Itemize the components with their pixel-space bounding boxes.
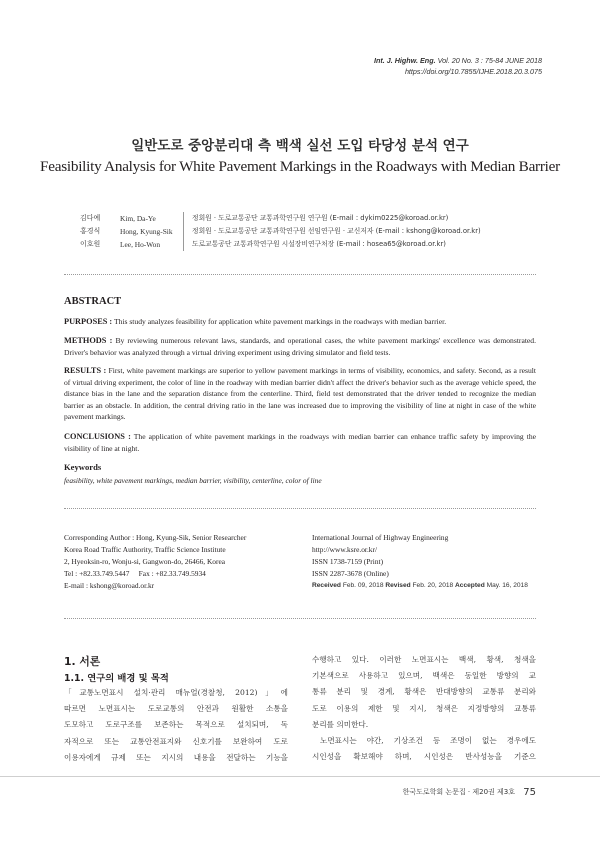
body-line: 기본색으로 사용하고 있으며, 백색은 동일한 방향의 교 xyxy=(312,671,536,681)
journal-header xyxy=(374,56,542,66)
correspondence-line: Korea Road Traffic Authority, Traffic Science Institute xyxy=(64,545,226,554)
revised-label: Revised xyxy=(385,582,411,589)
revised-date: Feb. 20, 2018 xyxy=(412,582,454,589)
journal-volume: Vol. 20 No. 3 : 75-84 JUNE 2018 xyxy=(437,56,542,65)
journal-info-url[interactable]: http://www.ksre.or.kr/ xyxy=(312,545,378,554)
body-line: 이용자에게 규제 또는 지시의 내용을 전달하는 기능을 xyxy=(64,752,288,762)
author-name-en: Kim, Da-Ye xyxy=(120,214,156,223)
page-number: 75 xyxy=(523,787,536,798)
author-name-en: Hong, Kyung-Sik xyxy=(120,227,173,236)
methods-text: By reviewing numerous relevant laws, standards, and operational cases, the white pavement markings' excellence was demonstrated. Driver's behavior was analyzed through a virtual driving experiment using driving simulator and field tests. xyxy=(64,336,536,357)
footer-rule xyxy=(0,776,600,777)
body-line: 따르면 노면표시는 도로교통의 안전과 원활한 소통을 xyxy=(64,704,288,714)
body-line: 「교통노면표시 설치·관리 매뉴얼(경찰청, 2012)」에 xyxy=(64,688,288,697)
conclusions-text: The application of white pavement markings in the roadways with median barrier can enhance traffic safety by improving the visibility of line at night. xyxy=(64,432,537,453)
received-label: Received xyxy=(312,582,341,589)
author-affiliation: 정회원 · 도로교통공단 교통과학연구원 연구원 (E-mail : dykim0225@koroad.or.kr) xyxy=(192,214,449,222)
journal-info-block xyxy=(312,532,528,592)
doi-link[interactable]: https://doi.org/10.7855/IJHE.2018.20.3.075 xyxy=(404,67,542,76)
correspondence-line: 2, Hyeoksin-ro, Wonju-si, Gangwon-do, 26466, Korea xyxy=(64,557,226,566)
journal-info-line: International Journal of Highway Engineering xyxy=(312,533,449,542)
author-name-ko: 홍경식 xyxy=(80,227,101,235)
methods-label: METHODS : xyxy=(64,336,113,345)
body-line: 분리를 의미한다. xyxy=(312,719,369,729)
body-line: 통류 분리 및 경계, 황색은 반대방향의 교통류 분리와 xyxy=(312,687,536,697)
page-footer xyxy=(403,787,536,798)
accepted-date: May. 16, 2018 xyxy=(486,582,528,589)
received-dates xyxy=(312,580,528,592)
body-column-left xyxy=(64,685,288,766)
title-english: Feasibility Analysis for White Pavement Markings in the Roadways with Median Barrier xyxy=(40,158,560,175)
author-name-en: Lee, Ho-Won xyxy=(120,240,161,249)
footer-journal: 한국도로학회 논문집 · 제20권 제3호 xyxy=(402,788,516,796)
keywords-heading: Keywords xyxy=(64,462,102,472)
author-divider xyxy=(183,212,184,251)
section-heading: 1. 서론 xyxy=(64,655,101,668)
dotted-divider xyxy=(64,274,536,275)
results-label: RESULTS : xyxy=(64,366,107,375)
results-text: First, white pavement markings are superior to yellow pavement markings in terms of visibility, economics, and safety. Second, as a result of virtual driving experiment, the color of line in the roadway with median barrier didn't affect the driver's behavior such as the average vehicle speed, the distance bias in the lane and the separation distance from the centerline. Third, field test demonstrated that the driver tended to recognize the median barrier as an obstacle. In addition, the central driving ratio in the lane was increased due to improving the visibility of line at night in case of the white pavement markings. xyxy=(64,366,536,422)
conclusions-label: CONCLUSIONS : xyxy=(64,432,131,441)
dotted-divider xyxy=(64,508,536,509)
body-line: 도로 이용의 제한 및 지시, 청색은 지정방향의 교통류 xyxy=(312,703,536,713)
title-korean: 일반도로 중앙분리대 측 백색 실선 도입 타당성 분석 연구 xyxy=(131,138,469,154)
accepted-label: Accepted xyxy=(455,582,485,589)
author-affiliation: 정회원 · 도로교통공단 교통과학연구원 선임연구원 · 교신저자 (E-mail : kshong@koroad.or.kr) xyxy=(192,227,481,235)
body-line: 자적으로 또는 교통안전표지와 신호기를 보완하여 도로 xyxy=(64,736,288,746)
received-date: Feb. 09, 2018 xyxy=(342,582,384,589)
body-line: 수행하고 있다. 이러한 노면표시는 백색, 황색, 청색을 xyxy=(312,655,536,664)
correspondence-line: Tel : +82.33.749.5447 Fax : +82.33.749.5934 xyxy=(64,569,206,578)
abstract-heading: ABSTRACT xyxy=(64,296,122,307)
purposes-text: This study analyzes feasibility for application white pavement markings in the roadways with median barrier. xyxy=(113,317,447,326)
correspondence-email[interactable]: E-mail : kshong@koroad.or.kr xyxy=(64,581,155,590)
keywords-text: feasibility, white pavement markings, median barrier, visibility, centerline, color of line xyxy=(64,476,322,485)
subsection-heading: 1.1. 연구의 배경 및 목적 xyxy=(64,673,169,684)
correspondence-line: Corresponding Author : Hong, Kyung-Sik, Senior Researcher xyxy=(64,533,247,542)
author-name-ko: 김다예 xyxy=(80,214,101,222)
abstract-methods xyxy=(64,335,536,358)
abstract-results xyxy=(64,365,536,423)
abstract-purposes xyxy=(64,316,536,328)
abstract-conclusions xyxy=(64,431,536,454)
author-name-ko: 이호원 xyxy=(80,240,101,248)
purposes-label: PURPOSES : xyxy=(64,317,113,326)
body-line: 도모하고 도로구조를 보존하는 목적으로 설치되며, 독 xyxy=(64,720,288,730)
journal-info-line: ISSN 1738-7159 (Print) xyxy=(312,557,384,566)
author-affiliation: 도로교통공단 교통과학연구원 시설장비연구처장 (E-mail : hosea65@koroad.or.kr) xyxy=(192,240,446,248)
body-column-right xyxy=(312,652,536,765)
journal-info-line: ISSN 2287-3678 (Online) xyxy=(312,569,389,578)
body-line: 시인성을 확보해야 하며, 시인성은 반사성능을 기준으 xyxy=(312,752,536,762)
correspondence-block xyxy=(64,532,246,592)
dotted-divider xyxy=(64,618,536,619)
body-line: 노면표시는 야간, 기상조건 등 조명이 없는 경우에도 xyxy=(320,735,536,745)
journal-name: Int. J. Highw. Eng. xyxy=(373,56,436,65)
